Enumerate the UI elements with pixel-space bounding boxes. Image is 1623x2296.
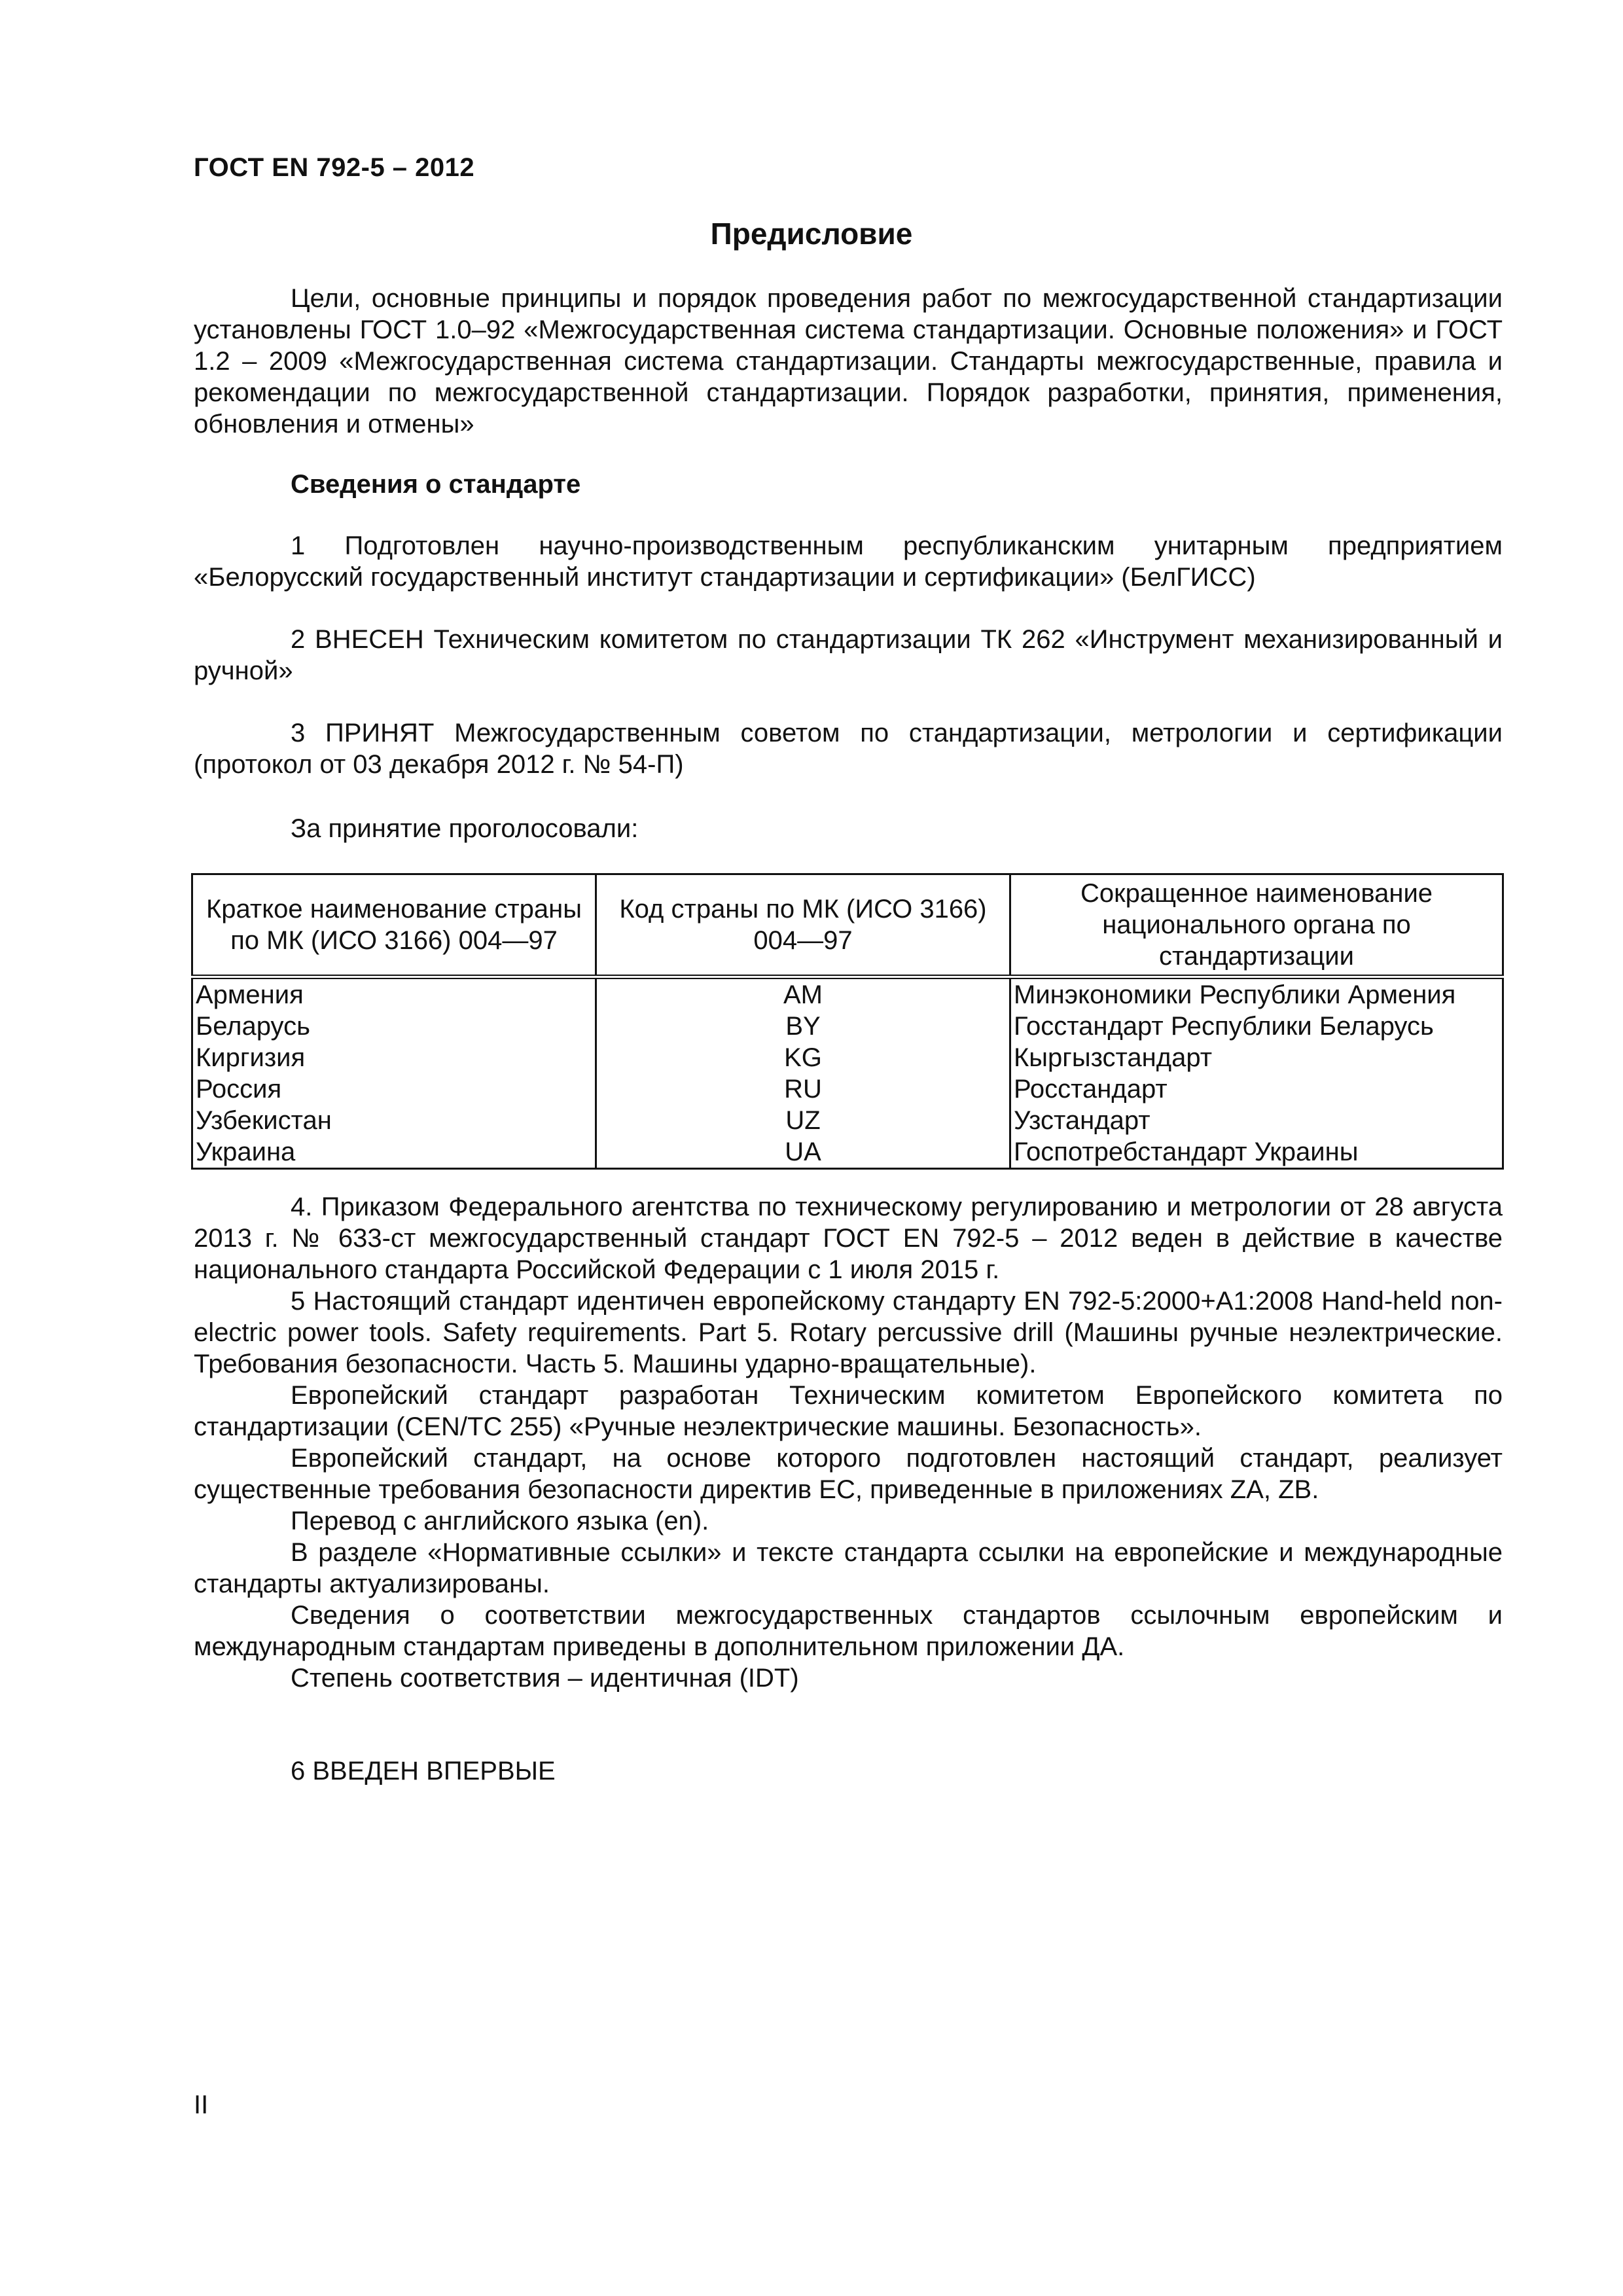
country-name-cell: Узбекистан — [192, 1105, 596, 1136]
eu-directives-paragraph: Европейский стандарт, на основе которого подготовлен настоящий стандарт, реализует существенные требования безопасности директив ЕС, приведенные в приложениях ZA, ZB. — [194, 1444, 1503, 1504]
european-standard-origin-paragraph: Европейский стандарт разработан Техническим комитетом Европейского комитета по стандартизации (CEN/TC 255) «Ручные неэлектрические машины. Безопасность». — [194, 1381, 1503, 1441]
voting-countries-table — [191, 873, 1504, 1170]
national-body-cell: Росстандарт — [1010, 1073, 1503, 1105]
country-code-cell: UA — [596, 1136, 1010, 1169]
item-5-paragraph: 5 Настоящий стандарт идентичен европейскому стандарту EN 792-5:2000+A1:2008 Hand-held non-electric power tools. Safety requirements. Part 5. Rotary percussive drill (Машины ручные неэлектрические. Требования безопасности. Часть 5. Машины ударно-вращательные). — [194, 1287, 1503, 1378]
country-name-cell: Россия — [192, 1073, 596, 1105]
item-2-paragraph: 2 ВНЕСЕН Техническим комитетом по стандартизации ТК 262 «Инструмент механизированный и ручной» — [194, 625, 1503, 685]
country-name-cell: Беларусь — [192, 1011, 596, 1042]
table-header-row — [192, 874, 1503, 977]
country-code-cell: AM — [596, 977, 1010, 1011]
page-number: II — [194, 2090, 209, 2119]
table-row — [192, 1073, 1503, 1105]
header-national-body: Сокращенное наименование национального органа по стандартизации — [1010, 874, 1503, 977]
table-row — [192, 977, 1503, 1011]
info-heading: Сведения о стандарте — [291, 470, 581, 499]
table-row — [192, 1011, 1503, 1042]
national-body-cell: Минэкономики Республики Армения — [1010, 977, 1503, 1011]
country-code-cell: UZ — [596, 1105, 1010, 1136]
country-code-cell: KG — [596, 1042, 1010, 1073]
country-code-cell: RU — [596, 1073, 1010, 1105]
national-body-cell: Госпотребстандарт Украины — [1010, 1136, 1503, 1169]
country-name-cell: Украина — [192, 1136, 596, 1169]
header-country-name: Краткое наименование страны по МК (ИСО 3166) 004—97 — [192, 874, 596, 977]
header-country-code: Код страны по МК (ИСО 3166) 004—97 — [596, 874, 1010, 977]
table-row — [192, 1105, 1503, 1136]
country-name-cell: Армения — [192, 977, 596, 1011]
page-title: Предисловие — [710, 217, 913, 251]
correspondence-note: Сведения о соответствии межгосударственных стандартов ссылочным европейским и международным стандартам приведены в дополнительном приложении ДА. — [194, 1601, 1503, 1661]
conformity-degree: Степень соответствия – идентичная (IDT) — [291, 1664, 799, 1693]
item-4-paragraph: 4. Приказом Федерального агентства по техническому регулированию и метрологии от 28 августа 2013 г. № 633-ст межгосударственный стандарт ГОСТ EN 792-5 – 2012 веден в действие в качестве национального стандарта Российской Федерации с 1 июля 2015 г. — [194, 1193, 1503, 1284]
item-5-section — [194, 1285, 1503, 1694]
translation-note: Перевод с английского языка (en). — [291, 1507, 709, 1535]
item-1-paragraph: 1 Подготовлен научно-производственным республиканским унитарным предприятием «Белорусский государственный институт стандартизации и сертификации» (БелГИСС) — [194, 531, 1503, 592]
normative-references-note: В разделе «Нормативные ссылки» и тексте стандарта ссылки на европейские и международные стандарты актуализированы. — [194, 1538, 1503, 1598]
country-code-cell: BY — [596, 1011, 1010, 1042]
national-body-cell: Госстандарт Республики Беларусь — [1010, 1011, 1503, 1042]
table-row — [192, 1136, 1503, 1169]
intro-paragraph: Цели, основные принципы и порядок проведения работ по межгосударственной стандартизации установлены ГОСТ 1.0–92 «Межгосударственная система стандартизации. Основные положения» и ГОСТ 1.2 – 2009 «Межгосударственная система стандартизации. Стандарты межгосударственные, правила и рекомендации по межгосударственной стандартизации. Порядок разработки, принятия, применения, обновления и отмены» — [194, 284, 1503, 439]
national-body-cell: Узстандарт — [1010, 1105, 1503, 1136]
document-code-header: ГОСТ EN 792-5 – 2012 — [194, 153, 475, 182]
votes-intro: За принятие проголосовали: — [291, 814, 639, 843]
item-6-paragraph: 6 ВВЕДЕН ВПЕРВЫЕ — [291, 1757, 556, 1785]
table-row — [192, 1042, 1503, 1073]
national-body-cell: Кыргызстандарт — [1010, 1042, 1503, 1073]
item-3-paragraph: 3 ПРИНЯТ Межгосударственным советом по стандартизации, метрологии и сертификации (протокол от 03 декабря 2012 г. № 54-П) — [194, 719, 1503, 779]
country-name-cell: Киргизия — [192, 1042, 596, 1073]
